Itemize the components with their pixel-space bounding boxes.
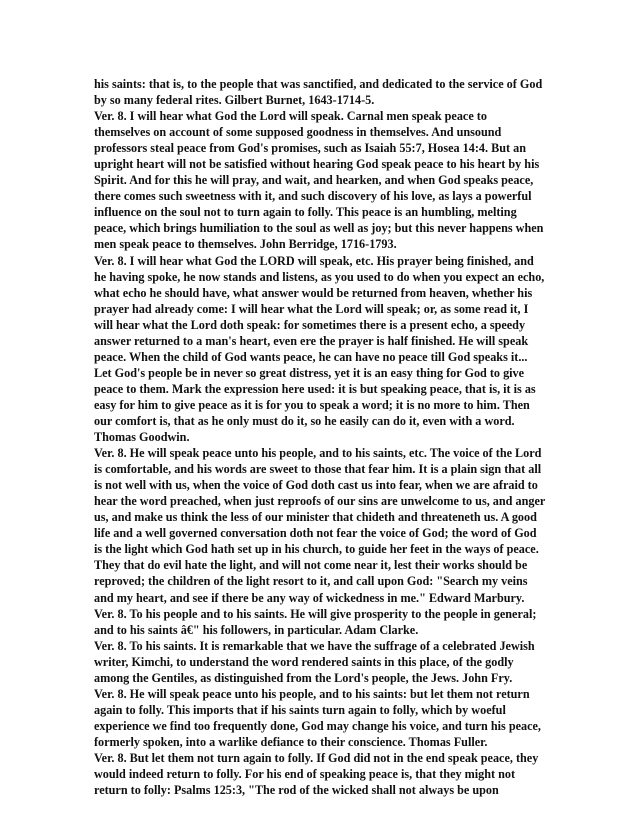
paragraph-clarke: Ver. 8. To his people and to his saints. He will give prosperity to the people in general; and to his saints â€" his followers, in particular. Adam Clarke. <box>94 606 537 637</box>
paragraph-marbury: Ver. 8. He will speak peace unto his people, and to his saints, etc. The voice of the Lord is comfortable, and his words are sweet to those that fear him. It is a plain sign that all is not well with us, when the voice of God doth cast us into fear, when we are afraid to hear the word preached, when just reproofs of our sins are unwelcome to us, and anger us, and make us think the less of our minister that chideth and threateneth us. A good life and a well governed conversation doth not fear the voice of God; the word of God is the light which God hath set up in his church, to guide her feet in the ways of peace. They that do evil hate the light, and will not come near it, lest their works should be reproved; the children of the light resort to it, and call upon God: "Search my veins and my heart, and see if there be any way of wickedness in me." Edward Marbury. <box>94 446 546 605</box>
paragraph-fuller: Ver. 8. He will speak peace unto his people, and to his saints: but let them not return again to folly. This imports that if his saints turn again to folly, which by woeful experience we find too frequently done, God may change his voice, and turn his peace, formerly spoken, into a warlike defiance to their conscience. Thomas Fuller. <box>94 686 541 749</box>
document-page <box>94 76 546 798</box>
paragraph-fry: Ver. 8. To his saints. It is remarkable that we have the suffrage of a celebrated Jewish writer, Kimchi, to understand the word rendered saints in this place, of the godly among the Gentiles, as distinguished from the Lord's people, the Jews. John Fry. <box>94 638 535 685</box>
paragraph-folly: Ver. 8. But let them not turn again to folly. If God did not in the end speak peace, they would indeed return to folly. For his end of speaking peace is, that they might not return to folly: Psalms 125:3, "The rod of the wicked shall not always be upon <box>94 750 539 798</box>
paragraph-berridge: Ver. 8. I will hear what God the Lord will speak. Carnal men speak peace to themselves on account of some supposed goodness in themselves. And unsound professors steal peace from God's promises, such as Isaiah 55:7, Hosea 14:4. But an upright heart will not be satisfied without hearing God speak peace to his heart by his Spirit. And for this he will pray, and wait, and hearken, and when God speaks peace, there comes such sweetness with it, and such discovery of his love, as lays a powerful influence on the soul not to turn again to folly. This peace is an humbling, melting peace, which brings humiliation to the soul as well as joy; but this never happens when men speak peace to themselves. John Berridge, 1716-1793. <box>94 109 544 252</box>
paragraph-goodwin: Ver. 8. I will hear what God the LORD will speak, etc. His prayer being finished, and he having spoke, he now stands and listens, as you used to do when you expect an echo, what echo he should have, what answer would be returned from heaven, whether his prayer had already come: I will hear what the Lord will speak; or, as some read it, I will hear what the Lord doth speak: for sometimes there is a present echo, a speedy answer returned to a man's heart, even ere the prayer is half finished. He will speak peace. When the child of God wants peace, he can have no peace till God speaks it... Let God's people be in never so great distress, yet it is an easy thing for God to give peace to them. Mark the expression here used: it is but speaking peace, that is, it is as easy for him to give peace as it is for you to speak a word; it is no more to him. Then our comfort is, that as he only must do it, so he easily can do it, even with a word. Thomas Goodwin. <box>94 253 545 445</box>
paragraph-burnet-end: his saints: that is, to the people that was sanctified, and dedicated to the service of God by so many federal rites. Gilbert Burnet, 1643-1714-5. <box>94 77 543 108</box>
